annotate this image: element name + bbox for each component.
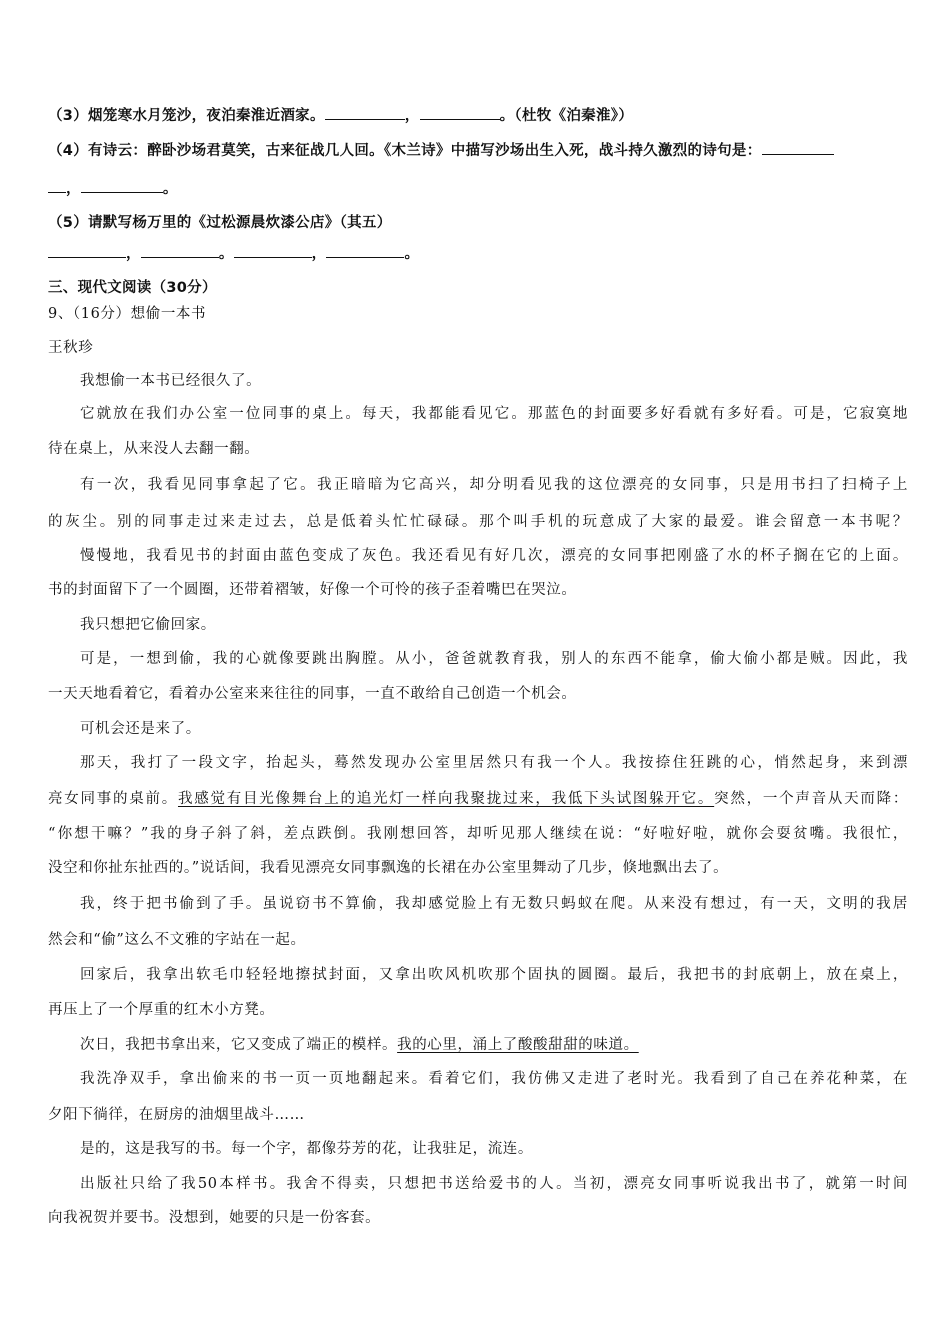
- paragraph-5: 我只想把它偷回家。: [80, 617, 216, 633]
- q3-blank-2[interactable]: [420, 105, 500, 120]
- paragraph-10-line-2: 再压上了一个厚重的红木小方凳。: [48, 1002, 275, 1018]
- q4-text: （4）有诗云：醉卧沙场君莫笑，古来征战几人回。《木兰诗》中描写沙场出生入死，战斗持久激烈的诗句是：: [48, 143, 762, 159]
- q5-separator-3: ，: [311, 246, 327, 262]
- paragraph-8-text-a: 亮女同事的桌前。: [48, 791, 178, 807]
- paragraph-8-line-4: 没空和你扯东扯西的。”说话间，我看见漂亮女同事飘逸的长裙在办公室里舞动了几步，倏地飘出去了。: [48, 860, 729, 876]
- paragraph-9-line-1: 我，终于把书偷到了手。虽说窃书不算偷，我却感觉脸上有无数只蚂蚁在爬。从来没有想过，有一天，文明的我居: [80, 896, 908, 912]
- q3-source: （杜牧《泊秦淮》）: [514, 108, 634, 124]
- paragraph-6-line-2: 一天天地看着它，看着办公室来来往往的同事，一直不敢给自己创造一个机会。: [48, 686, 577, 702]
- q4-blank-1b[interactable]: [48, 178, 66, 193]
- q3-blank-1[interactable]: [325, 105, 405, 120]
- question-title: 9、（16分）想偷一本书: [48, 306, 207, 322]
- poem-question-5-blanks: [48, 242, 908, 263]
- paragraph-4-line-1: 慢慢地，我看见书的封面由蓝色变成了灰色。我还看见有好几次，漂亮的女同事把刚盛了水的杯子搁在它的上面。: [80, 548, 908, 564]
- q4-separator: ，: [66, 181, 81, 197]
- q4-blank-1a[interactable]: [762, 140, 834, 155]
- paragraph-7: 可机会还是来了。: [80, 721, 201, 737]
- paragraph-14-line-2: 向我祝贺并要书。没想到，她要的只是一份客套。: [48, 1210, 381, 1226]
- q3-separator: ，: [404, 108, 420, 124]
- paragraph-12-line-2: 夕阳下徜徉，在厨房的油烟里战斗……: [48, 1107, 305, 1123]
- poem-question-4: [48, 139, 908, 160]
- q5-separator-1: ，: [126, 246, 141, 262]
- paragraph-2-line-2: 待在桌上，从来没人去翻一翻。: [48, 441, 260, 457]
- paragraph-8-line-1: 那天，我打了一段文字，抬起头，蓦然发现办公室里居然只有我一个人。我按捺住狂跳的心，悄然起身，来到漂: [80, 755, 908, 771]
- q3-end-mark: 。: [499, 108, 515, 124]
- paragraph-10-line-1: 回家后，我拿出软毛巾轻轻地擦拭封面，又拿出吹风机吹那个固执的圆圈。最后，我把书的封底朝上，放在桌上，: [80, 967, 908, 983]
- underlined-sentence-2: 我的心里，涌上了酸酸甜甜的味道。: [397, 1037, 639, 1053]
- paragraph-8-line-2: [48, 787, 908, 808]
- paragraph-3-line-2: 的灰尘。别的同事走过来走过去，总是低着头忙忙碌碌。那个叫手机的玩意成了大家的最爱。谁会留意一本书呢？: [48, 514, 908, 530]
- underlined-sentence-1: 我感觉有目光像舞台上的追光灯一样向我聚拢过来，我低下头试图躲开它。: [177, 791, 715, 807]
- paragraph-1: 我想偷一本书已经很久了。: [80, 373, 262, 389]
- q3-text: （3）烟笼寒水月笼沙，夜泊秦淮近酒家。: [48, 108, 325, 124]
- section-heading: 三、现代文阅读（30分）: [48, 280, 217, 296]
- poem-question-3: [48, 104, 908, 125]
- poem-question-5: [48, 211, 908, 232]
- paragraph-3-line-1: 有一次，我看见同事拿起了它。我正暗暗为它高兴，却分明看见我的这位漂亮的女同事，只是用书扫了扫椅子上: [80, 477, 908, 493]
- q5-separator-2: 。: [218, 246, 234, 262]
- q5-text: （5）请默写杨万里的《过松源晨炊漆公店》（其五）: [48, 215, 392, 231]
- paragraph-8-text-b: 突然，一个声音从天而降：: [714, 791, 908, 807]
- q5-blank-2[interactable]: [141, 243, 219, 258]
- paragraph-14-line-1: 出版社只给了我50本样书。我舍不得卖，只想把书送给爱书的人。当初，漂亮女同事听说我出书了，就第一时间: [80, 1176, 908, 1192]
- paragraph-8-line-3: “你想干嘛？”我的身子斜了斜，差点跌倒。我刚想回答，却听见那人继续在说：“好啦好啦，就你会耍贫嘴。我很忙，: [48, 826, 908, 842]
- q5-blank-1[interactable]: [48, 243, 126, 258]
- q4-blank-2[interactable]: [81, 178, 163, 193]
- paragraph-11: [80, 1033, 908, 1054]
- q5-end-mark: 。: [404, 246, 420, 262]
- paragraph-6-line-1: 可是，一想到偷，我的心就像要跳出胸膛。从小，爸爸就教育我，别人的东西不能拿，偷大偷小都是贼。因此，我: [80, 651, 908, 667]
- paragraph-13: 是的，这是我写的书。每一个字，都像芬芳的花，让我驻足，流连。: [80, 1141, 533, 1157]
- article-author: 王秋珍: [48, 340, 94, 356]
- paragraph-12-line-1: 我洗净双手，拿出偷来的书一页一页地翻起来。看着它们，我仿佛又走进了老时光。我看到了自己在养花种菜，在: [80, 1071, 908, 1087]
- paragraph-4-line-2: 书的封面留下了一个圆圈，还带着褶皱，好像一个可怜的孩子歪着嘴巴在哭泣。: [48, 582, 577, 598]
- q4-end-mark: 。: [162, 181, 178, 197]
- paragraph-9-line-2: 然会和“偷”这么不文雅的字站在一起。: [48, 932, 306, 948]
- paragraph-2-line-1: 它就放在我们办公室一位同事的桌上。每天，我都能看见它。那蓝色的封面要多好看就有多好看。可是，它寂寞地: [80, 406, 908, 422]
- paragraph-11-text: 次日，我把书拿出来，它又变成了端正的模样。: [80, 1037, 398, 1053]
- q5-blank-3[interactable]: [234, 243, 312, 258]
- poem-question-4-cont: [48, 177, 908, 198]
- q5-blank-4[interactable]: [326, 243, 404, 258]
